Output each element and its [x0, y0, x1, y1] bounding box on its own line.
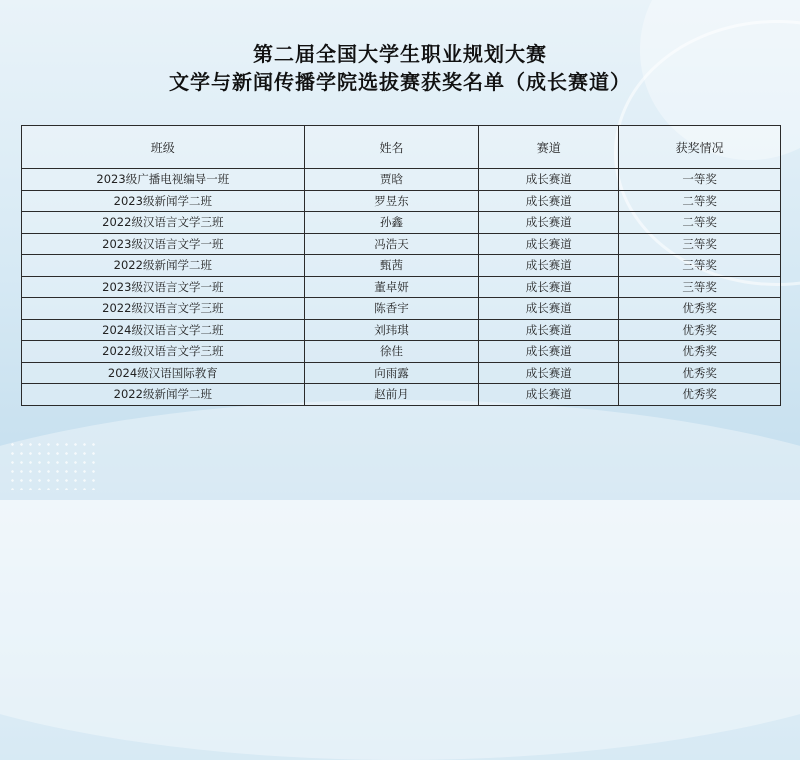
cell-name: 罗昱东: [304, 190, 479, 212]
awards-table: [21, 125, 781, 406]
cell-name: 陈香宇: [304, 298, 479, 320]
cell-name: 刘玮琪: [304, 319, 479, 341]
cell-class: 2022级汉语言文学三班: [22, 212, 305, 234]
cell-award: 二等奖: [619, 212, 781, 234]
cell-award: 一等奖: [619, 169, 781, 191]
cell-class: 2024级汉语言文学二班: [22, 319, 305, 341]
cell-class: 2022级新闻学二班: [22, 384, 305, 406]
cell-track: 成长赛道: [479, 212, 619, 234]
cell-track: 成长赛道: [479, 190, 619, 212]
cell-track: 成长赛道: [479, 233, 619, 255]
cell-award: 优秀奖: [619, 341, 781, 363]
table-row: [22, 319, 781, 341]
cell-award: 优秀奖: [619, 362, 781, 384]
cell-track: 成长赛道: [479, 169, 619, 191]
cell-name: 董卓妍: [304, 276, 479, 298]
table-row: [22, 362, 781, 384]
cell-class: 2023级汉语言文学一班: [22, 233, 305, 255]
cell-class: 2024级汉语国际教育: [22, 362, 305, 384]
cell-track: 成长赛道: [479, 341, 619, 363]
cell-name: 徐佳: [304, 341, 479, 363]
cell-class: 2023级广播电视编导一班: [22, 169, 305, 191]
table-row: [22, 276, 781, 298]
cell-class: 2023级新闻学二班: [22, 190, 305, 212]
document-title: [0, 40, 800, 96]
table-header: [22, 126, 781, 169]
cell-track: 成长赛道: [479, 276, 619, 298]
cell-award: 三等奖: [619, 233, 781, 255]
cell-award: 二等奖: [619, 190, 781, 212]
cell-class: 2022级汉语言文学三班: [22, 298, 305, 320]
header-track: 赛道: [479, 126, 619, 169]
cell-track: 成长赛道: [479, 384, 619, 406]
cell-name: 甄茜: [304, 255, 479, 277]
decorative-dots: [8, 440, 98, 490]
cell-track: 成长赛道: [479, 319, 619, 341]
cell-class: 2022级新闻学二班: [22, 255, 305, 277]
table-row: [22, 384, 781, 406]
table-row: [22, 212, 781, 234]
cell-track: 成长赛道: [479, 255, 619, 277]
cell-award: 三等奖: [619, 255, 781, 277]
cell-name: 赵前月: [304, 384, 479, 406]
header-award: 获奖情况: [619, 126, 781, 169]
cell-name: 孙鑫: [304, 212, 479, 234]
table-row: [22, 255, 781, 277]
cell-award: 三等奖: [619, 276, 781, 298]
cell-name: 贾晗: [304, 169, 479, 191]
table-row: [22, 233, 781, 255]
decorative-wave: [0, 400, 800, 760]
cell-award: 优秀奖: [619, 384, 781, 406]
header-name: 姓名: [304, 126, 479, 169]
cell-class: 2023级汉语言文学一班: [22, 276, 305, 298]
table-row: [22, 190, 781, 212]
cell-track: 成长赛道: [479, 298, 619, 320]
table-row: [22, 169, 781, 191]
table-row: [22, 341, 781, 363]
cell-track: 成长赛道: [479, 362, 619, 384]
header-class: 班级: [22, 126, 305, 169]
table-row: [22, 298, 781, 320]
cell-award: 优秀奖: [619, 298, 781, 320]
cell-name: 冯浩天: [304, 233, 479, 255]
cell-award: 优秀奖: [619, 319, 781, 341]
title-line-1: 第二届全国大学生职业规划大赛: [253, 42, 547, 66]
cell-name: 向雨露: [304, 362, 479, 384]
header-row: [22, 126, 781, 169]
table-body: [22, 169, 781, 406]
title-line-2: 文学与新闻传播学院选拔赛获奖名单（成长赛道）: [169, 70, 631, 94]
cell-class: 2022级汉语言文学三班: [22, 341, 305, 363]
